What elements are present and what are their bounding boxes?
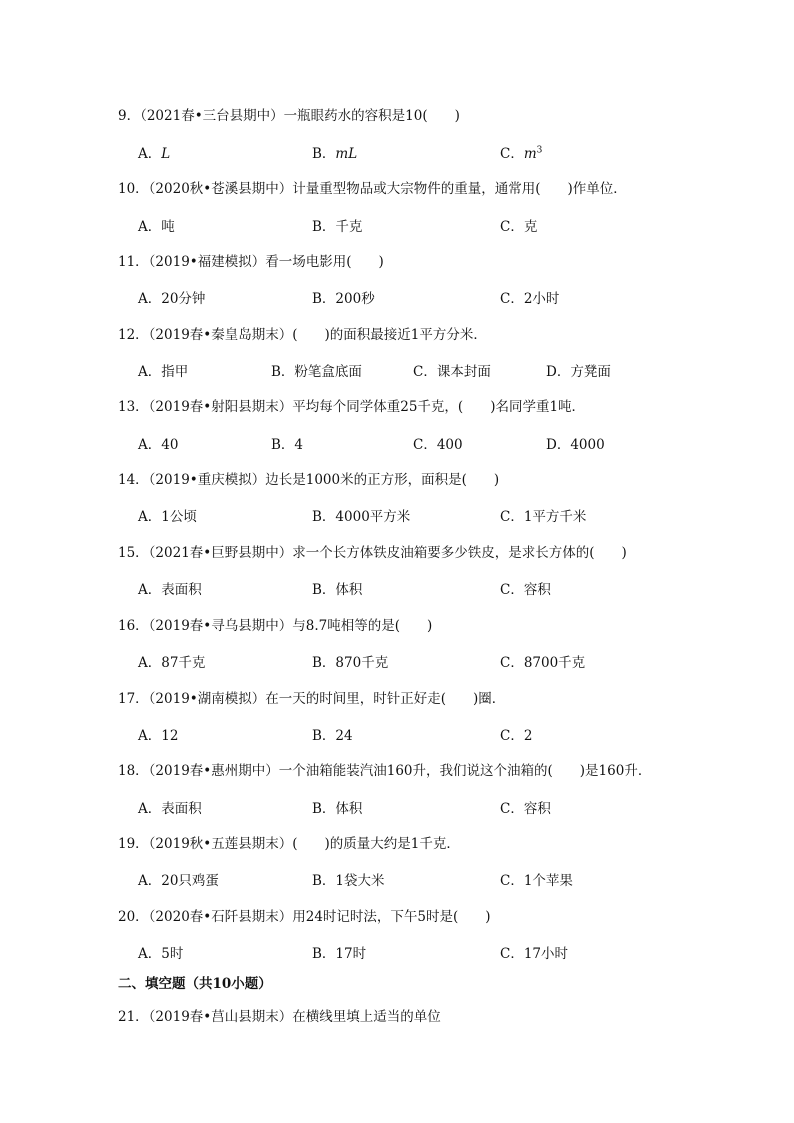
option-b: B．千克 (312, 219, 363, 235)
option-c-exponent: 3 (536, 145, 543, 156)
option-c: C．17小时 (500, 946, 569, 962)
options-19 (118, 872, 758, 890)
options-15 (118, 581, 758, 599)
option-b: B．24 (312, 728, 353, 744)
option-a: A．1公顷 (138, 509, 197, 525)
option-a: A．表面积 (138, 801, 202, 817)
question-17: 17．（2019•湖南模拟）在一天的时间里，时针正好走( )圈． (118, 691, 506, 707)
option-b-unit: mL (335, 146, 358, 162)
options-14 (118, 508, 758, 526)
option-c: C．2小时 (500, 291, 560, 307)
options-20 (118, 945, 758, 963)
section-title: 二、填空题（共10小题） (118, 976, 272, 992)
option-a: A．87千克 (138, 655, 206, 671)
question-9: 9．（2021春•三台县期中）一瓶眼药水的容积是10( ) (118, 108, 460, 124)
option-d: D．方凳面 (546, 364, 611, 380)
question-13: 13．（2019春•射阳县期末）平均每个同学体重25千克，( )名同学重1吨． (118, 399, 586, 415)
option-c (500, 145, 542, 163)
options-13 (118, 436, 758, 454)
option-b: B．体积 (312, 582, 363, 598)
options-12 (118, 363, 758, 381)
option-c: C．8700千克 (500, 655, 586, 671)
option-c-label: C． (500, 146, 524, 162)
question-21: 21．（2019春•莒山县期末）在横线里填上适当的单位 (118, 1009, 441, 1025)
option-c: C．容积 (500, 582, 551, 598)
option-a: A．5时 (138, 946, 184, 962)
question-11: 11．（2019•福建模拟）看一场电影用( ) (118, 254, 384, 270)
option-c: C．2 (500, 728, 533, 744)
option-c: C．400 (413, 437, 463, 453)
options-18 (118, 800, 758, 818)
option-b: B．17时 (312, 946, 367, 962)
option-a-unit: L (161, 146, 171, 162)
options-16 (118, 654, 758, 672)
option-a: A．指甲 (138, 364, 189, 380)
option-b: B．粉笔盒底面 (271, 364, 362, 380)
option-b: B．4000平方米 (312, 509, 411, 525)
option-b: B．体积 (312, 801, 363, 817)
option-b: B．200秒 (312, 291, 375, 307)
option-b-label: B． (312, 146, 336, 162)
options-17 (118, 727, 758, 745)
option-a: A．吨 (138, 219, 175, 235)
option-a-label: A． (138, 146, 162, 162)
options-10 (118, 218, 758, 236)
option-b: B．870千克 (312, 655, 389, 671)
option-b (312, 145, 357, 163)
question-16: 16．（2019春•寻乌县期中）与8.7吨相等的是( ) (118, 618, 433, 634)
option-a: A．20分钟 (138, 291, 206, 307)
option-a: A．12 (138, 728, 179, 744)
option-c: C．1平方千米 (500, 509, 587, 525)
option-b: B．1袋大米 (312, 873, 385, 889)
option-a: A．20只鸡蛋 (138, 873, 219, 889)
question-14: 14．（2019•重庆模拟）边长是1000米的正方形，面积是( ) (118, 472, 500, 488)
option-c: C．课本封面 (413, 364, 491, 380)
question-10: 10．（2020秋•苍溪县期中）计量重型物品或大宗物件的重量，通常用( )作单位． (118, 181, 627, 197)
option-c: C．克 (500, 219, 538, 235)
option-d: D．4000 (546, 437, 605, 453)
option-a: A．40 (138, 437, 179, 453)
option-a: A．表面积 (138, 582, 202, 598)
question-12: 12．（2019春•秦皇岛期末）( )的面积最接近1平方分米． (118, 327, 487, 343)
option-c: C．容积 (500, 801, 551, 817)
question-15: 15．（2021春•巨野县期中）求一个长方体铁皮油箱要多少铁皮，是求长方体的( ) (118, 545, 627, 561)
option-b: B．4 (271, 437, 304, 453)
option-c: C．1个苹果 (500, 873, 573, 889)
options-9 (118, 145, 758, 163)
question-20: 20．（2020春•石阡县期末）用24时记时法，下午5时是( ) (118, 909, 491, 925)
option-c-unit: m (523, 146, 537, 162)
question-19: 19．（2019秋•五莲县期末）( )的质量大约是1千克． (118, 836, 460, 852)
options-11 (118, 290, 758, 308)
question-18: 18．（2019春•惠州期中）一个油箱能装汽油160升，我们说这个油箱的( )是160升． (118, 763, 652, 779)
option-a (138, 145, 170, 163)
